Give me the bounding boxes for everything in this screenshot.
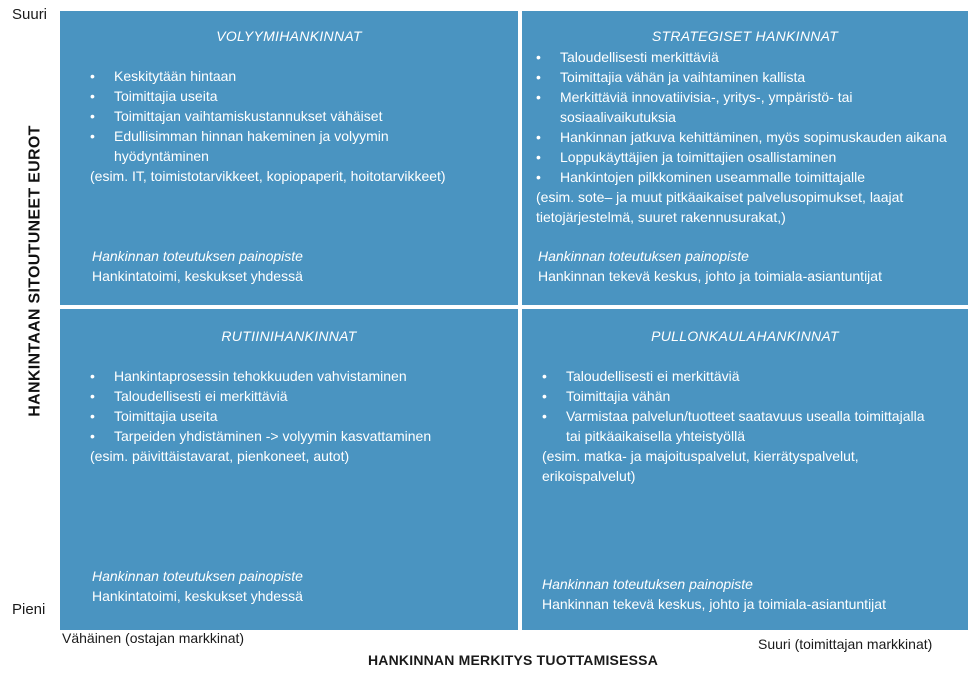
bullet-icon: • [90, 368, 95, 384]
quadrant-footer [92, 566, 508, 606]
bullet-icon: • [90, 408, 95, 424]
x-axis-title: HANKINNAN MERKITYS TUOTTAMISESSA [367, 652, 659, 668]
quadrant-list [90, 66, 508, 166]
bullet-icon: • [90, 88, 95, 104]
y-axis-high-label: Suuri [12, 6, 48, 23]
quadrant-bottleneck [522, 309, 968, 630]
list-item: • Toimittajia useita [90, 88, 218, 104]
y-axis-title-text: HANKINTAAN SITOUTUNEET EUROT [27, 125, 44, 417]
focus-label: Hankinnan toteutuksen painopiste [538, 248, 749, 264]
bullet-icon: • [542, 368, 547, 384]
list-item: • Merkittäviä innovatiivisia-, yritys-, ympäristö- tai sosiaalivaikutuksia [536, 89, 853, 125]
quadrant-list [536, 47, 952, 187]
bullet-icon: • [536, 149, 541, 165]
bullet-icon: • [536, 169, 541, 185]
x-axis-high-label: Suuri (toimittajan markkinat) [758, 636, 933, 652]
list-item: • Varmistaa palvelun/tuotteet saatavuus usealla toimittajalla tai pitkäaikaisella yhteistyöllä [542, 408, 925, 444]
list-item: • Toimittajia useita [90, 408, 218, 424]
list-item: • Hankintojen pilkkominen useammalle toimittajalle [536, 169, 866, 185]
bullet-icon: • [542, 388, 547, 404]
bullet-icon: • [536, 49, 541, 65]
list-item: • Toimittajia vähän ja vaihtaminen kallista [536, 69, 806, 85]
quadrant-routine [60, 309, 518, 630]
bullet-icon: • [90, 128, 95, 144]
bullet-icon: • [90, 388, 95, 404]
quadrant-body [90, 66, 508, 186]
list-item: • Edullisimman hinnan hakeminen ja volyymin hyödyntäminen [90, 128, 389, 164]
y-axis-title [22, 126, 50, 416]
focus-text: Hankinnan tekevä keskus, johto ja toimiala-asiantuntijat [542, 596, 886, 612]
quadrant-example: (esim. sote– ja muut pitkäaikaiset palvelusopimukset, laajat tietojärjestelmä, suuret rakennusurakat,) [536, 189, 904, 225]
quadrant-list [542, 366, 940, 446]
quadrant-title: RUTIINIHANKINNAT [221, 328, 357, 344]
list-item: • Hankintaprosessin tehokkuuden vahvistaminen [90, 368, 407, 384]
focus-label: Hankinnan toteutuksen painopiste [542, 576, 753, 592]
list-item: • Loppukäyttäjien ja toimittajien osallistaminen [536, 149, 837, 165]
quadrant-example: (esim. päivittäistavarat, pienkoneet, autot) [90, 448, 350, 464]
quadrant-body [536, 47, 952, 227]
focus-text: Hankinnan tekevä keskus, johto ja toimiala-asiantuntijat [538, 268, 882, 284]
quadrant-body [542, 366, 940, 486]
bullet-icon: • [90, 428, 95, 444]
quadrant-example: (esim. IT, toimistotarvikkeet, kopiopaperit, hoitotarvikkeet) [90, 168, 446, 184]
focus-text: Hankintatoimi, keskukset yhdessä [92, 268, 303, 284]
bullet-icon: • [536, 129, 541, 145]
quadrant-footer [542, 574, 958, 614]
portfolio-matrix [60, 11, 970, 630]
quadrant-title: VOLYYMIHANKINNAT [216, 28, 362, 44]
list-item: • Tarpeiden yhdistäminen -> volyymin kasvattaminen [90, 428, 432, 444]
focus-text: Hankintatoimi, keskukset yhdessä [92, 588, 303, 604]
bullet-icon: • [90, 68, 95, 84]
focus-label: Hankinnan toteutuksen painopiste [92, 248, 303, 264]
list-item: • Taloudellisesti ei merkittäviä [542, 368, 740, 384]
y-axis-low-label: Pieni [12, 601, 46, 618]
quadrant-list [90, 366, 508, 446]
bullet-icon: • [90, 108, 95, 124]
bullet-icon: • [542, 408, 547, 424]
quadrant-body [90, 366, 508, 466]
list-item: • Keskitytään hintaan [90, 68, 237, 84]
focus-label: Hankinnan toteutuksen painopiste [92, 568, 303, 584]
bullet-icon: • [536, 89, 541, 105]
quadrant-strategic [522, 11, 968, 305]
list-item: • Taloudellisesti merkittäviä [536, 49, 719, 65]
list-item: • Toimittajia vähän [542, 388, 671, 404]
quadrant-title: PULLONKAULAHANKINNAT [651, 328, 839, 344]
x-axis-low-label: Vähäinen (ostajan markkinat) [62, 630, 245, 646]
quadrant-example: (esim. matka- ja majoituspalvelut, kierrätyspalvelut, erikoispalvelut) [542, 448, 859, 484]
list-item: • Hankinnan jatkuva kehittäminen, myös sopimuskauden aikana [536, 129, 947, 145]
bullet-icon: • [536, 69, 541, 85]
list-item: • Toimittajan vaihtamiskustannukset vähäiset [90, 108, 383, 124]
quadrant-footer [92, 246, 508, 286]
list-item: • Taloudellisesti ei merkittäviä [90, 388, 288, 404]
quadrant-title: STRATEGISET HANKINNAT [651, 28, 839, 44]
quadrant-footer [538, 246, 958, 286]
quadrant-volume [60, 11, 518, 305]
